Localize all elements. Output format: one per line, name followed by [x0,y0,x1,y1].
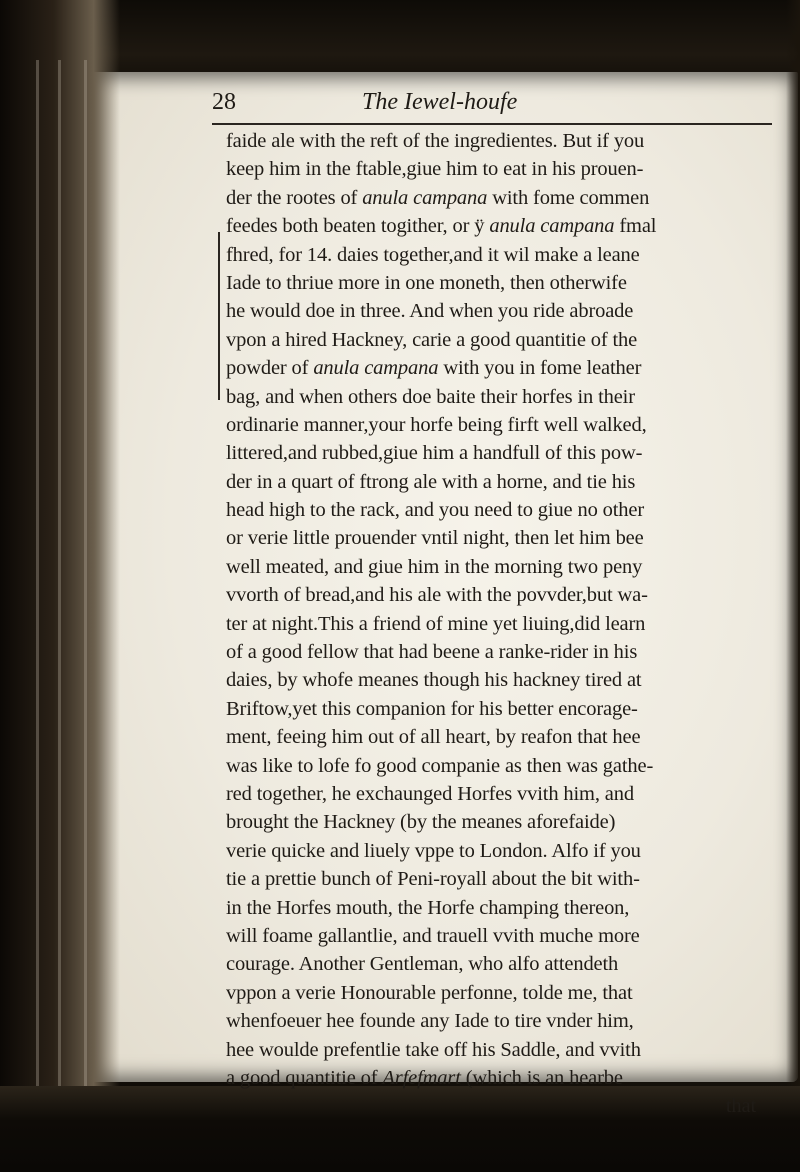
text-line [226,894,782,922]
text-line [226,1007,782,1035]
text-segment: powder of [226,357,314,380]
text-line [226,638,782,666]
text-segment: a good quantitie of [226,1066,383,1089]
page-number: 28 [212,89,236,115]
text-segment: der the rootes of [226,186,363,209]
text-line [226,837,782,865]
text-line [226,752,782,780]
text-segment: or verie little prouender vntil night, then let him bee [226,527,644,550]
text-segment: bag, and when others doe baite their horfes in their [226,385,635,408]
text-line [226,496,782,524]
text-segment: hee woulde prefentlie take off his Saddle, and vvith [226,1038,641,1061]
text-segment: fmal [614,215,657,238]
text-segment: red together, he exchaunged Horfes vvith him, and [226,782,634,805]
text-line [226,127,782,155]
text-line [226,269,782,297]
text-line [226,524,782,552]
text-segment: of a good fellow that had beene a ranke-rider in his [226,641,638,664]
text-segment: Iade to thriue more in one moneth, then otherwife [226,271,627,294]
text-line [226,326,782,354]
text-line [226,354,782,382]
gutter-streak [58,60,61,1110]
running-head [212,89,772,125]
italic-term: anula campana [313,357,439,380]
text-line [226,723,782,751]
text-segment: faide ale with the reft of the ingredientes. But if you [226,130,645,152]
text-segment: Briftow,yet this companion for his better encorage- [226,697,638,720]
text-segment: brought the Hackney (by the meanes aforefaide) [226,811,616,834]
top-shadow-edge [0,0,800,78]
text-line [226,184,782,212]
text-block [212,89,782,1121]
text-line [226,383,782,411]
text-segment: ment, feeing him out of all heart, by reafon that hee [226,726,641,749]
text-segment: daies, by whofe meanes though his hackney tired at [226,669,642,692]
text-line [226,1064,782,1092]
italic-term: anula campana [362,186,488,209]
text-line [226,553,782,581]
text-line [226,241,782,269]
text-line [226,297,782,325]
text-line [226,865,782,893]
text-segment: vvorth of bread,and his ale with the povvder,but wa- [226,584,648,607]
text-line [226,666,782,694]
text-segment: verie quicke and liuely vppe to London. Alfo if you [226,839,641,862]
binding-gutter [0,0,120,1172]
running-head-title: The Iewel-houfe [362,89,518,115]
text-segment: (which is an hearbe [460,1066,623,1089]
text-segment: whenfoeuer hee founde any Iade to tire vnder him, [226,1010,634,1033]
text-segment: was like to lofe fo good companie as then was gathe- [226,754,654,777]
body-text [226,127,782,1092]
text-segment: in the Horfes mouth, the Horfe champing thereon, [226,896,630,919]
text-line [226,1036,782,1064]
text-segment: tie a prettie bunch of Peni-royall about the bit with- [226,868,640,891]
text-segment: littered,and rubbed,giue him a handfull of this pow- [226,442,643,465]
text-segment: with fome commen [487,186,650,209]
italic-term: anula campana [489,215,615,238]
text-segment: ter at night.This a friend of mine yet liuing,did learn [226,612,646,635]
text-line [226,468,782,496]
text-segment: keep him in the ftable,giue him to eat in his prouen- [226,158,644,181]
italic-term: Arfefmart [382,1066,461,1089]
text-segment: with you in fome leather [438,357,642,380]
margin-bracket [218,232,220,400]
text-segment: vppon a verie Honourable perfonne, tolde me, that [226,981,633,1004]
text-line [226,581,782,609]
catchword: that [725,1095,756,1118]
text-line [226,610,782,638]
text-segment: der in a quart of ftrong ale with a horne, and tie his [226,470,636,493]
right-shadow-edge [786,0,800,1172]
text-segment: ordinarie manner,your horfe being firft well walked, [226,413,647,436]
text-line [226,155,782,183]
text-line [226,979,782,1007]
gutter-streak [84,60,87,1110]
text-line [226,808,782,836]
text-line [226,212,782,240]
text-line [226,439,782,467]
text-segment: feedes both beaten togither, or ÿ [226,215,490,238]
text-segment: courage. Another Gentleman, who alfo attendeth [226,953,619,976]
text-segment: head high to the rack, and you need to giue no other [226,499,645,522]
text-segment: he would doe in three. And when you ride abroade [226,300,634,323]
text-line [226,780,782,808]
gutter-streak [36,60,39,1110]
text-line [226,922,782,950]
text-segment: well meated, and giue him in the morning two peny [226,555,643,578]
text-line [226,411,782,439]
text-segment: will foame gallantlie, and trauell vvith muche more [226,924,640,947]
text-segment: fhred, for 14. daies together,and it wil make a leane [226,243,640,266]
text-segment: vpon a hired Hackney, carie a good quantitie of the [226,328,638,351]
text-line [226,950,782,978]
text-line [226,695,782,723]
